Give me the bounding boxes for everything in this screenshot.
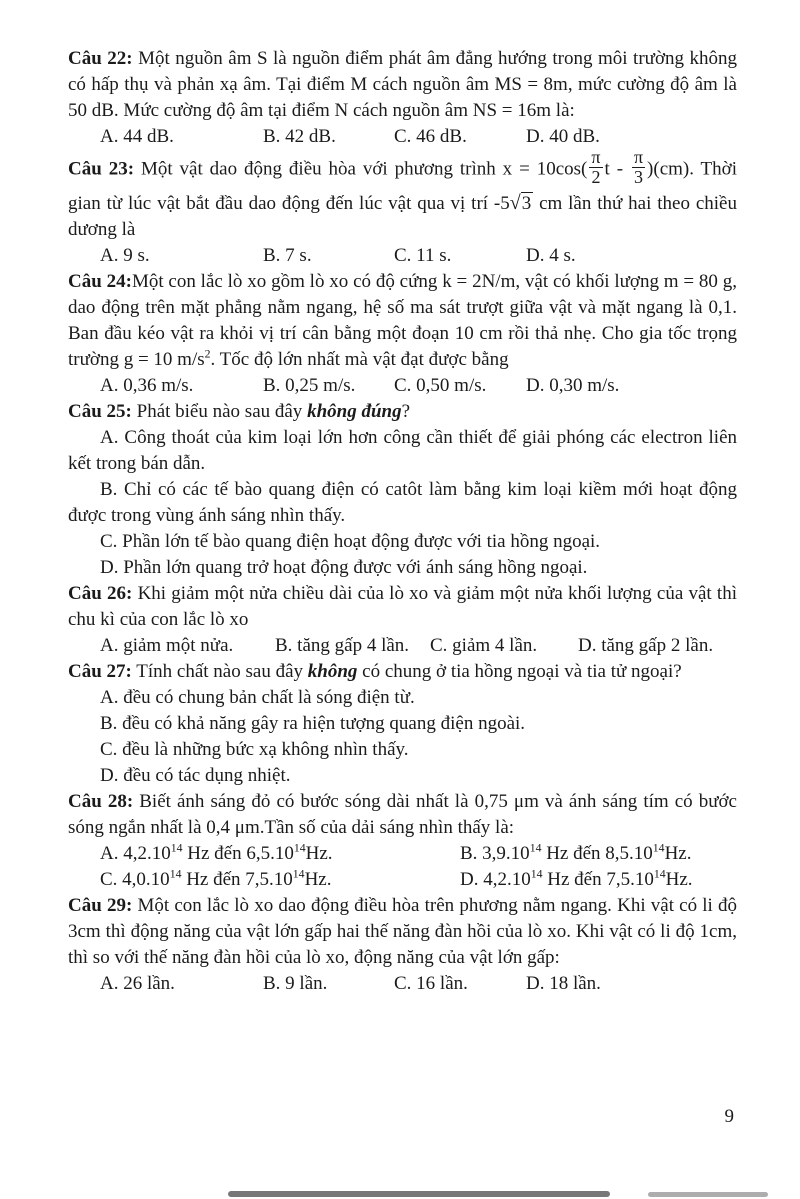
question-24-option-c: C. 0,50 m/s. xyxy=(394,374,487,396)
question-23-option-c: C. 11 s. xyxy=(394,244,452,266)
question-24-body: Câu 24:Một con lắc lò xo gồm lò xo có độ cứng k = 2N/m, vật có khối lượng m = 80 g, dao động trên mặt phẳng nằm ngang, hệ số ma sát trượt giữa vật và mặt ngang là 0,1. Ban đầu kéo vật ra khỏi vị trí cân bằng một đoạn 10 cm rồi thả nhẹ. Cho gia tốc trọng trường g = 10 $m/s^2$. Tốc độ lớn nhất mà vật đạt được bằng xyxy=(68,270,737,370)
question-26 xyxy=(68,581,737,659)
question-27-option-a: A. đều có chung bản chất là sóng điện từ. xyxy=(100,686,415,708)
question-26-options xyxy=(68,633,737,659)
question-24-option-b: B. 0,25 m/s. xyxy=(263,374,356,396)
question-22-option-c: C. 46 dB. xyxy=(394,126,467,147)
b-part: Câu 28: xyxy=(68,790,134,812)
question-27 xyxy=(68,659,737,789)
b-part: Câu 25: xyxy=(68,400,132,422)
question-24-option-d: D. 0,30 m/s. xyxy=(526,374,620,396)
sup-part: 14 xyxy=(653,867,666,881)
scan-edge-artifact-small xyxy=(648,1192,768,1197)
question-28-option-d: D. 4,2.10$^{14}$ Hz đến 7,5.10$^{14}$Hz. xyxy=(460,867,693,890)
b-part: Câu 29: xyxy=(68,894,133,916)
question-29-options xyxy=(68,971,737,997)
question-28-option-c: C. 4,0.10$^{14}$ Hz đến 7,5.10$^{14}$Hz. xyxy=(100,867,332,890)
b-part: Câu 26: xyxy=(68,582,133,604)
question-22-option-b: B. 42 dB. xyxy=(263,126,336,147)
question-24 xyxy=(68,269,737,399)
b-part: Câu 23: xyxy=(68,158,135,180)
b-part: Câu 22: xyxy=(68,48,133,69)
question-28-options-row-2 xyxy=(68,867,737,893)
question-25-body: Câu 25: Phát biểu nào sau đây không đúng? xyxy=(68,400,411,422)
frac-part: $\frac{\pi}{2}$ xyxy=(591,147,601,188)
question-26-body: Câu 26: Khi giảm một nửa chiều dài của lò xo và giảm một nửa khối lượng của vật thì chu kì của con lắc lò xo xyxy=(68,582,737,630)
question-25-option-d: D. Phần lớn quang trở hoạt động được với ánh sáng hồng ngoại. xyxy=(100,556,588,578)
page-number: 9 xyxy=(724,1106,734,1127)
question-23-option-d: D. 4 s. xyxy=(526,244,576,266)
question-24-options xyxy=(68,373,737,399)
question-23-option-a: A. 9 s. xyxy=(100,244,150,266)
sup-part: 14 xyxy=(169,867,182,881)
question-29-option-d: D. 18 lần. xyxy=(526,972,601,994)
sqrt-part: √3 xyxy=(509,191,532,214)
question-28 xyxy=(68,789,737,893)
sup-part: 14 xyxy=(292,867,305,881)
question-22-option-d: D. 40 dB. xyxy=(526,126,600,147)
question-22-body: Câu 22: Một nguồn âm S là nguồn điểm phát âm đẳng hướng trong môi trường không có hấp thụ và phản xạ âm. Tại điểm M cách nguồn âm MS = 8m, mức cường độ âm là 50 dB. Mức cường độ âm tại điểm N cách nguồn âm NS = 16m là: xyxy=(68,48,737,121)
question-25-option-a: A. Công thoát của kim loại lớn hơn công cần thiết để giải phóng các electron liên kết trong bán dẫn. xyxy=(68,426,737,474)
sup-part: 14 xyxy=(530,867,543,881)
question-28-option-a: A. 4,2.10$^{14}$ Hz đến 6,5.10$^{14}$Hz. xyxy=(100,841,333,864)
question-25 xyxy=(68,399,737,581)
b-part: Câu 27: xyxy=(68,660,132,682)
b-part: Câu 24: xyxy=(68,270,132,292)
question-23-option-b: B. 7 s. xyxy=(263,244,312,266)
question-26-option-b: B. tăng gấp 4 lần. xyxy=(275,634,410,656)
sup-part: 14 xyxy=(170,841,183,855)
question-29-option-a: A. 26 lần. xyxy=(100,972,175,994)
question-29-option-b: B. 9 lần. xyxy=(263,972,328,994)
question-23-body: Câu 23: Một vật dao động điều hòa với phương trình x = 10cos( $\frac{\pi}{2}$ t - $\frac{\pi}{3}$ )(cm). Thời gian từ lúc vật bắt đầu dao động đến lúc vật qua vị trí -5√3 cm lần thứ hai theo chiều dương là xyxy=(68,147,737,240)
question-27-option-b: B. đều có khả năng gây ra hiện tượng quang điện ngoài. xyxy=(100,712,526,734)
frac-part: $\frac{\pi}{3}$ xyxy=(633,147,644,188)
scan-edge-artifact xyxy=(228,1191,610,1197)
question-24-option-a: A. 0,36 m/s. xyxy=(100,374,194,396)
question-23 xyxy=(68,147,737,269)
question-25-option-b: B. Chỉ có các tế bào quang điện có catôt làm bằng kim loại kiềm mới hoạt động được trong vùng ánh sáng nhìn thấy. xyxy=(68,478,737,526)
sup-part: 14 xyxy=(652,841,665,855)
question-27-option-c: C. đều là những bức xạ không nhìn thấy. xyxy=(100,738,409,760)
question-26-option-a: A. giảm một nửa. xyxy=(100,634,234,656)
question-22 xyxy=(68,46,737,150)
question-23-options xyxy=(68,243,737,269)
sup-part: 14 xyxy=(293,841,306,855)
question-28-options-row-1 xyxy=(68,841,737,867)
question-27-option-d: D. đều có tác dụng nhiệt. xyxy=(100,764,291,786)
question-29-option-c: C. 16 lần. xyxy=(394,972,468,994)
bi-part: không đúng xyxy=(307,400,402,422)
question-28-body: Câu 28: Biết ánh sáng đỏ có bước sóng dài nhất là 0,75 μm và ánh sáng tím có bước sóng ngắn nhất là 0,4 μm.Tần số của dải sáng nhìn thấy là: xyxy=(68,790,737,838)
sup-part: 14 xyxy=(529,841,542,855)
question-26-option-d: D. tăng gấp 2 lần. xyxy=(578,634,714,656)
question-29 xyxy=(68,893,737,997)
bi-part: không xyxy=(307,660,358,682)
question-26-option-c: C. giảm 4 lần. xyxy=(430,634,538,656)
question-29-body: Câu 29: Một con lắc lò xo dao động điều hòa trên phương nằm ngang. Khi vật có li độ 3cm thì động năng của vật lớn gấp hai thế năng đàn hồi của lò xo. Khi vật có li độ 1cm, thì so với thế năng đàn hồi của lò xo, động năng của vật lớn gấp: xyxy=(68,894,737,968)
question-22-option-a: A. 44 dB. xyxy=(100,126,174,147)
question-27-body: Câu 27: Tính chất nào sau đây không có chung ở tia hồng ngoại và tia tử ngoại? xyxy=(68,660,682,682)
question-25-option-c: C. Phần lớn tế bào quang điện hoạt động được với tia hồng ngoại. xyxy=(100,530,601,552)
question-28-option-b: B. 3,9.10$^{14}$ Hz đến 8,5.10$^{14}$Hz. xyxy=(460,841,692,864)
sup-part: 2 xyxy=(204,347,211,361)
